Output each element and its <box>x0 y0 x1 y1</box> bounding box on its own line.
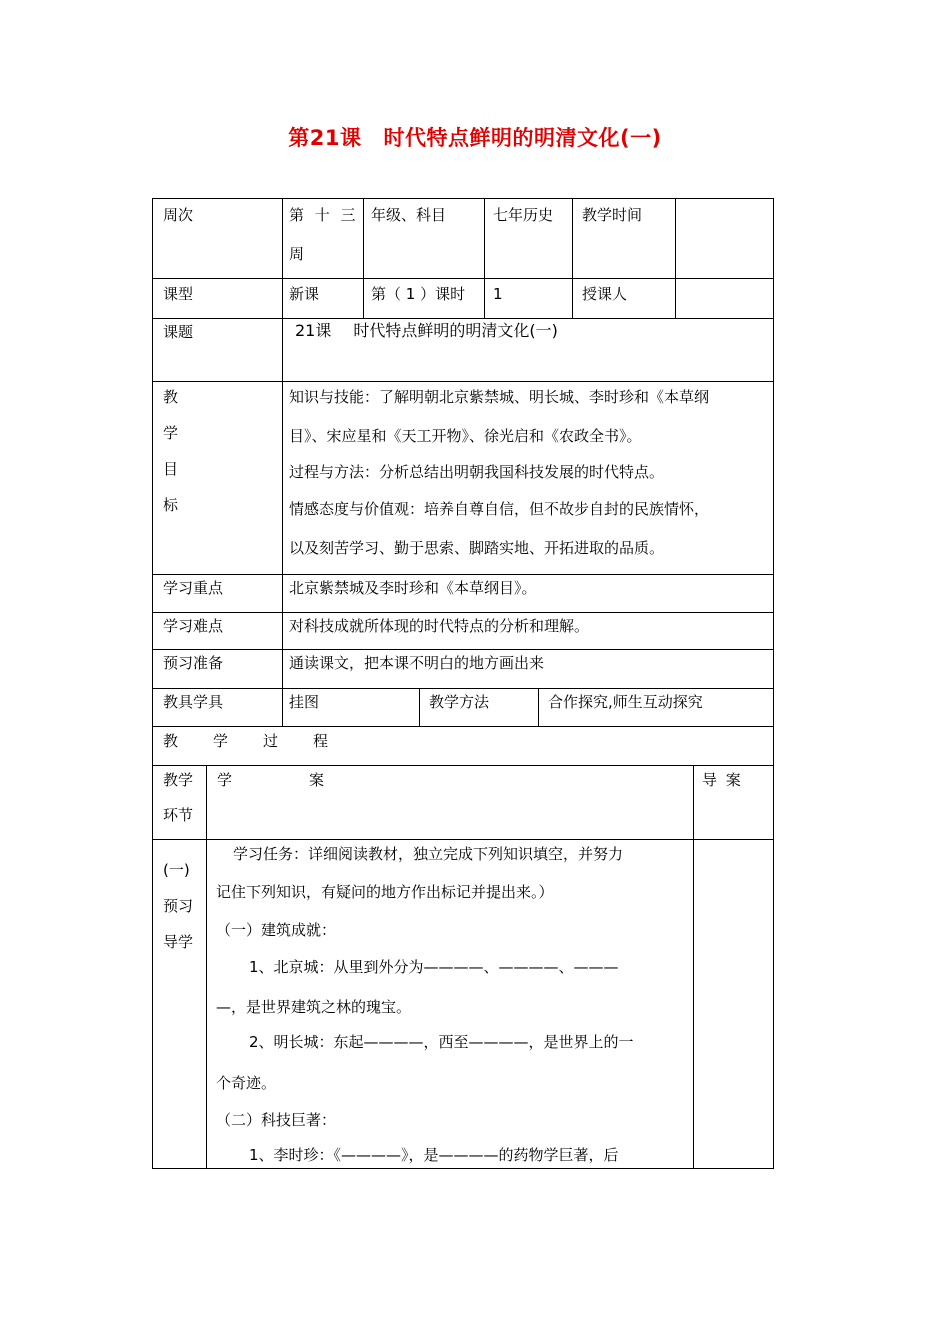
objective-line: 目》、宋应星和《天工开物》、徐光启和《农政全书》。 <box>289 427 642 445</box>
difficulty-row <box>152 612 774 650</box>
stage1-label-line3: 导学 <box>163 933 194 951</box>
objectives-label-char: 学 <box>163 424 179 442</box>
preview-label: 预习准备 <box>163 654 224 672</box>
objectives-label-char: 教 <box>163 388 179 406</box>
stage1-line: 2、明长城：东起————，西至————，是世界上的一 <box>249 1033 634 1051</box>
stage1-line: —，是世界建筑之林的瑰宝。 <box>216 998 412 1016</box>
method-label: 教学方法 <box>429 693 490 711</box>
objectives-label-char: 目 <box>163 460 179 478</box>
preview-value: 通读课文，把本课不明白的地方画出来 <box>289 654 545 672</box>
stage1-line: （二）科技巨著： <box>216 1111 337 1129</box>
stage1-line: （一）建筑成就： <box>216 921 337 939</box>
objective-line: 知识与技能：了解明朝北京紫禁城、明长城、李时珍和《本草纲 <box>289 388 710 406</box>
process-header-char: 学 <box>213 732 229 750</box>
grade-value: 七年历史 <box>493 206 554 224</box>
key-point-row <box>152 574 774 613</box>
tools-label: 教具学具 <box>163 693 224 711</box>
process-header-char: 过 <box>263 732 279 750</box>
week-label: 周次 <box>163 206 194 224</box>
process-header-char: 程 <box>313 732 329 750</box>
grade-label: 年级、科目 <box>371 206 447 224</box>
stage1-line: 个奇迹。 <box>216 1074 277 1092</box>
stage1-label-line1: (一) <box>163 861 190 879</box>
topic-row <box>152 318 774 382</box>
plan-label-char: 学 <box>217 771 233 789</box>
topic-text: 时代特点鲜明的明清文化(一) <box>353 321 558 340</box>
objective-line: 情感态度与价值观：培养自尊自信，但不故步自封的民族情怀， <box>289 500 710 518</box>
lesson-type-value: 新课 <box>289 285 320 303</box>
stage-label-line1: 教学 <box>163 771 194 789</box>
objectives-row <box>152 381 774 575</box>
title-lesson-name: 时代特点鲜明的明清文化(一) <box>383 126 662 150</box>
teaching-time-label: 教学时间 <box>582 206 643 224</box>
tools-value: 挂图 <box>289 693 320 711</box>
topic-value <box>295 321 558 341</box>
topic-label: 课题 <box>163 323 194 341</box>
lesson-type-label: 课型 <box>163 285 194 303</box>
period-label: 第（ 1 ）课时 <box>371 285 466 303</box>
teacher-label: 授课人 <box>582 285 628 303</box>
method-value: 合作探究,师生互动探究 <box>548 693 703 711</box>
objective-line: 过程与方法：分析总结出明朝我国科技发展的时代特点。 <box>289 463 665 481</box>
process-header-char: 教 <box>163 732 179 750</box>
stage1-line: 1、北京城：从里到外分为————、————、——— <box>249 958 619 976</box>
guide-plan-label: 导 案 <box>702 771 743 789</box>
title-lesson-number: 第21课 <box>288 126 362 150</box>
stage-label-line2: 环节 <box>163 806 194 824</box>
tools-row <box>152 688 774 727</box>
stage1-line: 1、李时珍：《————》，是————的药物学巨著，后 <box>249 1146 619 1164</box>
stage1-line: 学习任务：详细阅读教材，独立完成下列知识填空，并努力 <box>233 845 624 863</box>
topic-number: 21课 <box>295 321 332 340</box>
type-row <box>152 278 774 319</box>
stage1-row <box>152 839 774 1169</box>
key-point-value: 北京紫禁城及李时珍和《本草纲目》。 <box>289 579 537 597</box>
objective-line: 以及刻苦学习、勤于思索、脚踏实地、开拓进取的品质。 <box>289 539 665 557</box>
preview-row <box>152 649 774 689</box>
stage1-line: 记住下列知识，有疑问的地方作出标记并提出来。） <box>216 883 554 901</box>
header-row <box>152 198 774 279</box>
page-title <box>0 122 950 152</box>
week-value-line1: 第 十 三 <box>289 206 359 224</box>
stage-header-row <box>152 765 774 840</box>
objectives-label-char: 标 <box>163 496 179 514</box>
key-point-label: 学习重点 <box>163 579 224 597</box>
plan-label-char: 案 <box>309 771 325 789</box>
period-value: 1 <box>493 285 503 303</box>
week-value-line2: 周 <box>289 245 305 263</box>
difficulty-value: 对科技成就所体现的时代特点的分析和理解。 <box>289 617 590 635</box>
difficulty-label: 学习难点 <box>163 617 224 635</box>
stage1-label-line2: 预习 <box>163 897 194 915</box>
process-header-row <box>152 726 774 766</box>
